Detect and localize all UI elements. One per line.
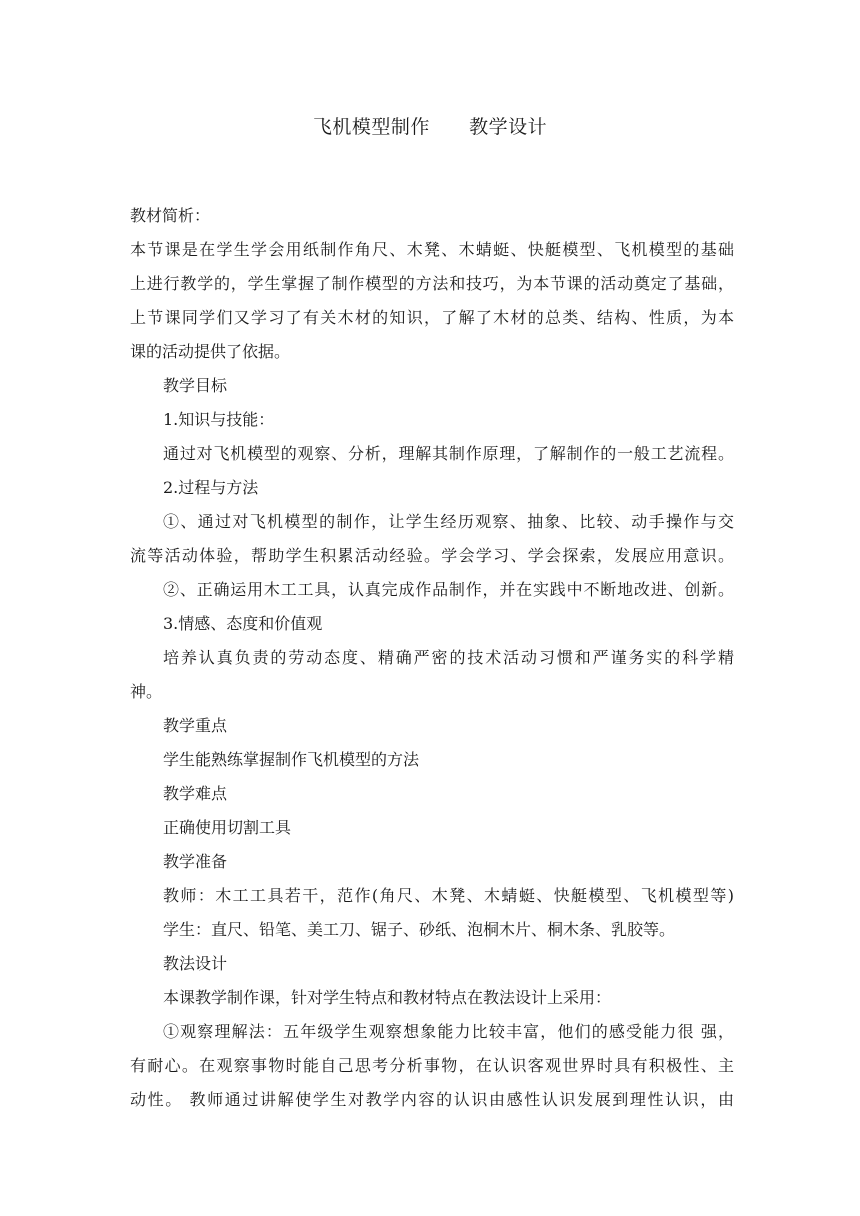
text-line-content: 2.过程与方法 (163, 478, 259, 497)
text-line (130, 743, 734, 777)
text-line-content: ①、通过对飞机模型的制作，让学生经历观察、抽象、比较、动手操作与交 (163, 512, 734, 531)
document-title: 飞机模型制作 教学设计 (312, 116, 548, 138)
text-line (130, 845, 734, 879)
text-line-content: 学生能熟练掌握制作飞机模型的方法 (163, 750, 420, 769)
text-line-content: 教师：木工工具若干，范作(角尺、木凳、木蜻蜓、快艇模型、飞机模型等) (163, 886, 734, 905)
text-line (130, 233, 734, 267)
text-line (130, 335, 734, 369)
text-line (130, 573, 734, 607)
text-line-content: 本节课是在学生学会用纸制作角尺、木凳、木蜻蜓、快艇模型、飞机模型的基础 (130, 240, 734, 259)
text-line-content: 教材简析： (130, 206, 211, 225)
text-line (130, 777, 734, 811)
text-line-content: 上节课同学们又学习了有关木材的知识，了解了木材的总类、结构、性质，为本 (130, 308, 734, 327)
text-line-content: 学生：直尺、铅笔、美工刀、锯子、砂纸、泡桐木片、桐木条、乳胶等。 (163, 920, 676, 939)
text-line-content: 教学目标 (163, 376, 228, 395)
text-line (130, 709, 734, 743)
text-line (130, 1083, 734, 1117)
text-line-content: 通过对飞机模型的观察、分析，理解其制作原理，了解制作的一般工艺流程。 (163, 444, 734, 463)
text-line (130, 301, 734, 335)
text-line (130, 1015, 734, 1049)
text-line (130, 539, 734, 573)
text-line-content: 1.知识与技能： (163, 410, 275, 429)
text-line (130, 369, 734, 403)
text-line-content: 教学准备 (163, 852, 228, 871)
text-line-content: 课的活动提供了依据。 (130, 342, 291, 361)
document-body (130, 199, 734, 1117)
text-line (130, 471, 734, 505)
text-line-content: 神。 (130, 682, 163, 701)
text-line-content: 动性。 教师通过讲解使学生对教学内容的认识由感性认识发展到理性认识，由 (130, 1090, 734, 1109)
text-line (130, 199, 734, 233)
text-line-content: 正确使用切割工具 (163, 818, 292, 837)
text-line-content: 教学难点 (163, 784, 228, 803)
text-line-content: 上进行教学的，学生掌握了制作模型的方法和技巧，为本节课的活动奠定了基础， (130, 274, 734, 293)
text-line (130, 403, 734, 437)
text-line (130, 437, 734, 471)
text-line-content: 有耐心。在观察事物时能自己思考分析事物，在认识客观世界时具有积极性、主 (130, 1056, 734, 1075)
text-line-content: 流等活动体验，帮助学生积累活动经验。学会学习、学会探索，发展应用意识。 (130, 546, 734, 565)
text-line (130, 811, 734, 845)
text-line (130, 641, 734, 675)
text-line-content: 3.情感、态度和价值观 (163, 614, 323, 633)
text-line (130, 675, 734, 709)
text-line (130, 913, 734, 947)
text-line (130, 981, 734, 1015)
text-line-content: 培养认真负责的劳动态度、精确严密的技术活动习惯和严谨务实的科学精 (163, 648, 734, 667)
text-line-content: 教法设计 (163, 954, 228, 973)
text-line (130, 879, 734, 913)
text-line-content: 教学重点 (163, 716, 228, 735)
text-line (130, 267, 734, 301)
text-line-content: ①观察理解法：五年级学生观察想象能力比较丰富，他们的感受能力很 强， (163, 1022, 734, 1041)
text-line (130, 607, 734, 641)
text-line (130, 947, 734, 981)
text-line-content: ②、正确运用木工工具，认真完成作品制作，并在实践中不断地改进、创新。 (163, 580, 734, 599)
text-line (130, 1049, 734, 1083)
text-line (130, 505, 734, 539)
text-line-content: 本课教学制作课，针对学生特点和教材特点在教法设计上采用： (163, 988, 612, 1007)
